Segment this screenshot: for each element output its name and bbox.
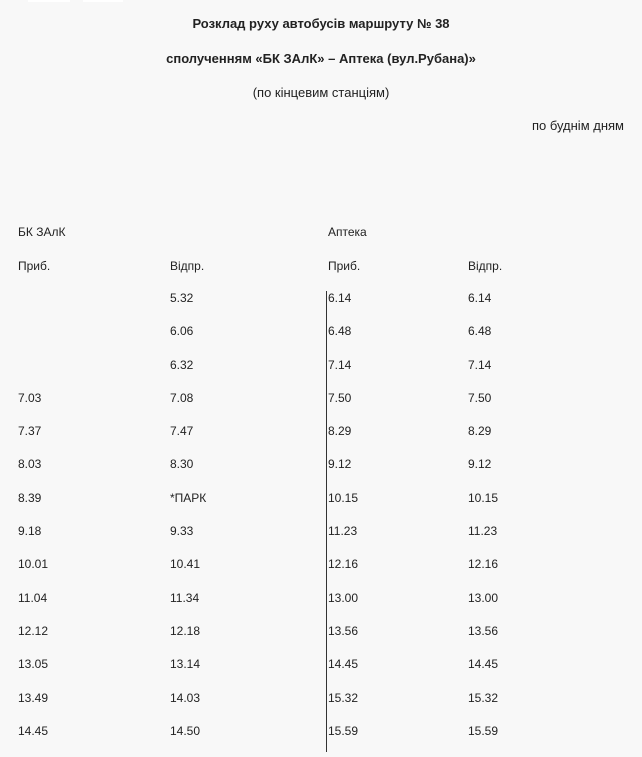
schedule-days: по буднім дням: [531, 118, 624, 133]
route-title: сполученням «БК ЗАлК» – Аптека (вул.Рубана)»: [166, 51, 476, 66]
page-title: Розклад руху автобусів маршруту № 38: [192, 16, 450, 31]
table-cell: 11.34: [170, 590, 200, 605]
table-cell: 7.37: [18, 424, 42, 439]
table-cell: 7.08: [170, 390, 194, 405]
table-cell: 11.04: [18, 590, 48, 605]
table-row: [0, 591, 642, 624]
table-cell: 8.39: [18, 490, 42, 505]
table-cell: 12.18: [170, 623, 201, 638]
table-cell: 14.45: [18, 723, 49, 738]
table-cell: 15.59: [328, 723, 359, 738]
timetable: [0, 291, 642, 757]
table-row: [0, 491, 642, 524]
table-cell: 13.00: [468, 590, 499, 605]
table-cell: 9.33: [170, 524, 194, 539]
table-cell: 7.50: [328, 390, 352, 405]
table-cell: 10.01: [18, 557, 49, 572]
table-cell: 12.16: [328, 557, 359, 572]
table-cell: 15.32: [328, 690, 359, 705]
table-cell: 13.00: [328, 590, 359, 605]
table-cell: 9.12: [328, 457, 352, 472]
table-row: [0, 291, 642, 324]
table-cell: 7.50: [468, 390, 492, 405]
table-cell: 5.32: [170, 291, 194, 305]
column-header-departure: Відпр.: [170, 259, 205, 273]
table-cell: 13.49: [18, 690, 49, 705]
table-cell: 11.23: [328, 524, 358, 539]
table-cell: 7.47: [170, 424, 194, 439]
table-row: [0, 724, 642, 757]
station-left-heading: БК ЗАлК: [18, 225, 66, 239]
table-cell: 13.14: [170, 657, 201, 672]
table-row: [0, 391, 642, 424]
table-cell: 7.14: [468, 357, 492, 372]
table-row: [0, 358, 642, 391]
table-cell: 6.48: [328, 324, 352, 339]
table-cell: 13.05: [18, 657, 49, 672]
table-cell: 6.32: [170, 357, 194, 372]
table-cell: *ПАРК: [170, 490, 207, 505]
table-cell: 6.06: [170, 324, 194, 339]
column-header-departure: Відпр.: [468, 259, 503, 273]
table-cell: 8.03: [18, 457, 42, 472]
column-header-arrival: Приб.: [328, 259, 361, 273]
table-row: [0, 457, 642, 490]
table-cell: 9.12: [468, 457, 492, 472]
browser-tab[interactable]: [83, 0, 123, 2]
table-cell: 6.48: [468, 324, 492, 339]
table-row: [0, 424, 642, 457]
table-row: [0, 524, 642, 557]
table-row: [0, 557, 642, 590]
station-right-heading: Аптека: [328, 225, 367, 239]
table-cell: 10.15: [468, 490, 499, 505]
table-cell: 15.59: [468, 723, 499, 738]
table-cell: 8.30: [170, 457, 194, 472]
table-row: [0, 624, 642, 657]
table-cell: 7.03: [18, 390, 42, 405]
table-cell: 6.14: [328, 291, 352, 305]
table-cell: 14.50: [170, 723, 201, 738]
table-cell: 11.23: [468, 524, 498, 539]
table-row: [0, 691, 642, 724]
table-cell: 13.56: [328, 623, 359, 638]
table-cell: 9.18: [18, 524, 42, 539]
table-cell: 14.45: [328, 657, 359, 672]
table-cell: 10.15: [328, 490, 359, 505]
table-cell: 7.14: [328, 357, 352, 372]
table-row: [0, 324, 642, 357]
table-cell: 15.32: [468, 690, 499, 705]
table-cell: 8.29: [468, 424, 492, 439]
table-row: [0, 657, 642, 690]
table-cell: 12.12: [18, 623, 49, 638]
table-cell: 14.03: [170, 690, 201, 705]
table-cell: 12.16: [468, 557, 499, 572]
table-cell: 6.14: [468, 291, 492, 305]
schedule-subtitle: (по кінцевим станціям): [252, 85, 390, 100]
table-cell: 13.56: [468, 623, 499, 638]
column-header-arrival: Приб.: [18, 259, 51, 273]
browser-tab[interactable]: [28, 0, 70, 2]
table-cell: 14.45: [468, 657, 499, 672]
table-cell: 8.29: [328, 424, 352, 439]
table-cell: 10.41: [170, 557, 201, 572]
